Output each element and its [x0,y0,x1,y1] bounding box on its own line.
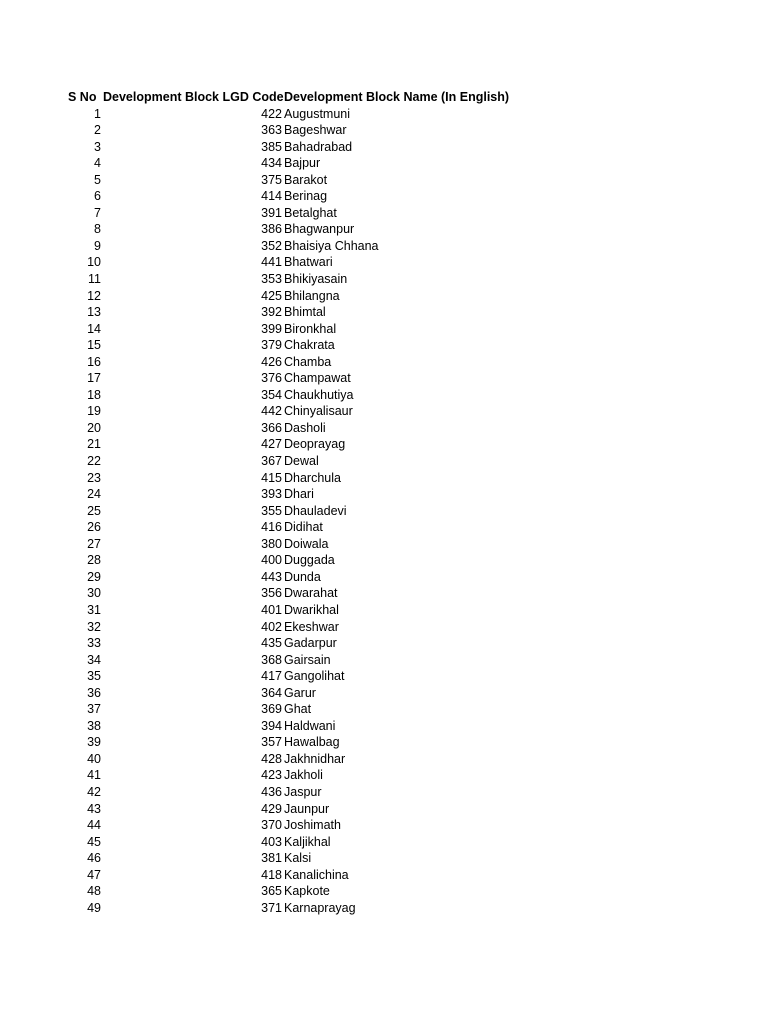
cell-lgd-code: 416 [261,520,282,535]
cell-block-name: Hawalbag [284,735,340,750]
table-row [0,685,768,702]
table-row [0,271,768,288]
table-row [0,536,768,553]
cell-block-name: Gairsain [284,652,331,667]
table-row [0,122,768,139]
cell-lgd-code: 380 [261,536,282,551]
table-row [0,337,768,354]
table-row [0,817,768,834]
cell-sno: 8 [94,222,101,237]
cell-block-name: Bhilangna [284,288,340,303]
cell-lgd-code: 393 [261,487,282,502]
cell-lgd-code: 436 [261,784,282,799]
cell-lgd-code: 414 [261,189,282,204]
cell-block-name: Gangolihat [284,669,345,684]
table-row [0,834,768,851]
cell-sno: 33 [87,636,101,651]
cell-lgd-code: 354 [261,387,282,402]
cell-sno: 34 [87,652,101,667]
spreadsheet-table [0,89,768,916]
cell-lgd-code: 391 [261,205,282,220]
table-row [0,900,768,917]
cell-sno: 31 [87,602,101,617]
table-row [0,701,768,718]
table-body [0,106,768,917]
cell-sno: 15 [87,338,101,353]
cell-sno: 27 [87,536,101,551]
cell-block-name: Dunda [284,569,321,584]
cell-sno: 21 [87,437,101,452]
cell-lgd-code: 415 [261,470,282,485]
cell-lgd-code: 385 [261,139,282,154]
cell-sno: 41 [87,768,101,783]
cell-lgd-code: 428 [261,751,282,766]
cell-block-name: Augustmuni [284,106,351,121]
cell-lgd-code: 369 [261,702,282,717]
table-row [0,321,768,338]
cell-block-name: Bhikiyasain [284,272,348,287]
cell-sno: 35 [87,669,101,684]
cell-sno: 2 [94,123,101,138]
cell-block-name: Deoprayag [284,437,346,452]
cell-block-name: Betalghat [284,205,337,220]
cell-lgd-code: 442 [261,404,282,419]
cell-sno: 9 [94,238,101,253]
cell-block-name: Jakhnidhar [284,751,346,766]
cell-block-name: Dwarahat [284,586,338,601]
table-row [0,436,768,453]
cell-block-name: Kanalichina [284,867,349,882]
cell-sno: 18 [87,387,101,402]
cell-block-name: Dwarikhal [284,602,339,617]
cell-lgd-code: 386 [261,222,282,237]
table-row [0,801,768,818]
cell-block-name: Ekeshwar [284,619,339,634]
cell-lgd-code: 441 [261,255,282,270]
table-row [0,106,768,123]
table-row [0,850,768,867]
cell-sno: 4 [94,156,101,171]
header-sno: S No [68,90,97,104]
cell-lgd-code: 422 [261,106,282,121]
cell-block-name: Bajpur [284,156,321,171]
cell-sno: 13 [87,305,101,320]
cell-lgd-code: 367 [261,454,282,469]
cell-sno: 49 [87,900,101,915]
cell-block-name: Bhatwari [284,255,333,270]
cell-block-name: Haldwani [284,718,336,733]
cell-lgd-code: 368 [261,652,282,667]
cell-block-name: Chaukhutiya [284,387,354,402]
cell-block-name: Kaljikhal [284,834,331,849]
cell-lgd-code: 392 [261,305,282,320]
cell-lgd-code: 355 [261,503,282,518]
cell-lgd-code: 394 [261,718,282,733]
cell-sno: 36 [87,685,101,700]
cell-lgd-code: 429 [261,801,282,816]
cell-lgd-code: 365 [261,884,282,899]
cell-sno: 3 [94,139,101,154]
cell-sno: 24 [87,487,101,502]
cell-block-name: Dhauladevi [284,503,347,518]
cell-lgd-code: 381 [261,851,282,866]
table-row [0,883,768,900]
table-row [0,172,768,189]
table-row [0,486,768,503]
cell-block-name: Doiwala [284,536,329,551]
cell-block-name: Kalsi [284,851,312,866]
table-row [0,288,768,305]
cell-block-name: Chinyalisaur [284,404,353,419]
table-row [0,139,768,156]
cell-block-name: Chakrata [284,338,335,353]
table-row [0,453,768,470]
table-row [0,668,768,685]
cell-lgd-code: 435 [261,636,282,651]
cell-lgd-code: 376 [261,371,282,386]
table-row [0,403,768,420]
cell-block-name: Berinag [284,189,328,204]
table-row [0,619,768,636]
table-row [0,585,768,602]
cell-block-name: Joshimath [284,818,341,833]
table-row [0,652,768,669]
table-row [0,420,768,437]
table-row [0,304,768,321]
table-row [0,370,768,387]
cell-lgd-code: 364 [261,685,282,700]
table-row [0,718,768,735]
cell-sno: 39 [87,735,101,750]
cell-lgd-code: 426 [261,354,282,369]
cell-sno: 43 [87,801,101,816]
cell-sno: 32 [87,619,101,634]
cell-sno: 23 [87,470,101,485]
table-row [0,734,768,751]
cell-lgd-code: 375 [261,172,282,187]
cell-lgd-code: 418 [261,867,282,882]
cell-block-name: Duggada [284,553,335,568]
cell-sno: 12 [87,288,101,303]
table-row [0,188,768,205]
cell-sno: 17 [87,371,101,386]
table-row [0,155,768,172]
table-row [0,635,768,652]
cell-lgd-code: 425 [261,288,282,303]
cell-block-name: Ghat [284,702,312,717]
table-row [0,552,768,569]
cell-sno: 37 [87,702,101,717]
cell-block-name: Karnaprayag [284,900,356,915]
cell-block-name: Jaspur [284,784,322,799]
cell-block-name: Champawat [284,371,351,386]
table-row [0,254,768,271]
cell-sno: 45 [87,834,101,849]
cell-block-name: Bhimtal [284,305,326,320]
cell-lgd-code: 417 [261,669,282,684]
cell-lgd-code: 434 [261,156,282,171]
table-row [0,387,768,404]
cell-lgd-code: 356 [261,586,282,601]
cell-lgd-code: 403 [261,834,282,849]
cell-block-name: Chamba [284,354,332,369]
cell-lgd-code: 352 [261,238,282,253]
header-row [0,89,768,106]
cell-sno: 30 [87,586,101,601]
table-row [0,767,768,784]
table-row [0,503,768,520]
table-row [0,354,768,371]
cell-lgd-code: 423 [261,768,282,783]
cell-sno: 16 [87,354,101,369]
cell-block-name: Kapkote [284,884,330,899]
cell-sno: 6 [94,189,101,204]
table-row [0,519,768,536]
cell-sno: 28 [87,553,101,568]
cell-lgd-code: 402 [261,619,282,634]
header-lgd-code: Development Block LGD Code [103,90,284,104]
cell-block-name: Garur [284,685,316,700]
table-row [0,470,768,487]
cell-lgd-code: 379 [261,338,282,353]
cell-block-name: Bageshwar [284,123,347,138]
table-row [0,867,768,884]
cell-sno: 1 [94,106,101,121]
cell-lgd-code: 401 [261,602,282,617]
table-row [0,205,768,222]
cell-sno: 46 [87,851,101,866]
table-row [0,784,768,801]
cell-block-name: Jakholi [284,768,323,783]
cell-lgd-code: 366 [261,420,282,435]
cell-sno: 19 [87,404,101,419]
cell-sno: 29 [87,569,101,584]
cell-block-name: Barakot [284,172,328,187]
cell-block-name: Bahadrabad [284,139,353,154]
cell-sno: 25 [87,503,101,518]
header-block-name: Development Block Name (In English) [284,90,510,104]
table-row [0,238,768,255]
cell-sno: 20 [87,420,101,435]
cell-block-name: Dharchula [284,470,341,485]
cell-block-name: Dewal [284,454,319,469]
cell-sno: 22 [87,454,101,469]
cell-sno: 14 [87,321,101,336]
cell-lgd-code: 353 [261,272,282,287]
cell-sno: 5 [94,172,101,187]
cell-block-name: Dasholi [284,420,326,435]
cell-block-name: Bironkhal [284,321,337,336]
table-row [0,751,768,768]
cell-lgd-code: 357 [261,735,282,750]
cell-sno: 42 [87,784,101,799]
cell-sno: 10 [87,255,101,270]
cell-block-name: Bhagwanpur [284,222,355,237]
cell-block-name: Gadarpur [284,636,337,651]
cell-lgd-code: 370 [261,818,282,833]
cell-sno: 44 [87,818,101,833]
cell-block-name: Dhari [284,487,314,502]
cell-block-name: Bhaisiya Chhana [284,238,379,253]
cell-lgd-code: 427 [261,437,282,452]
cell-lgd-code: 399 [261,321,282,336]
cell-sno: 7 [94,205,101,220]
table-row [0,602,768,619]
cell-sno: 47 [87,867,101,882]
cell-sno: 26 [87,520,101,535]
cell-lgd-code: 443 [261,569,282,584]
table-row [0,221,768,238]
cell-sno: 38 [87,718,101,733]
cell-sno: 40 [87,751,101,766]
cell-sno: 11 [88,272,101,287]
table-row [0,569,768,586]
cell-block-name: Jaunpur [284,801,330,816]
cell-lgd-code: 400 [261,553,282,568]
cell-block-name: Didihat [284,520,323,535]
cell-lgd-code: 363 [261,123,282,138]
cell-sno: 48 [87,884,101,899]
cell-lgd-code: 371 [261,900,282,915]
